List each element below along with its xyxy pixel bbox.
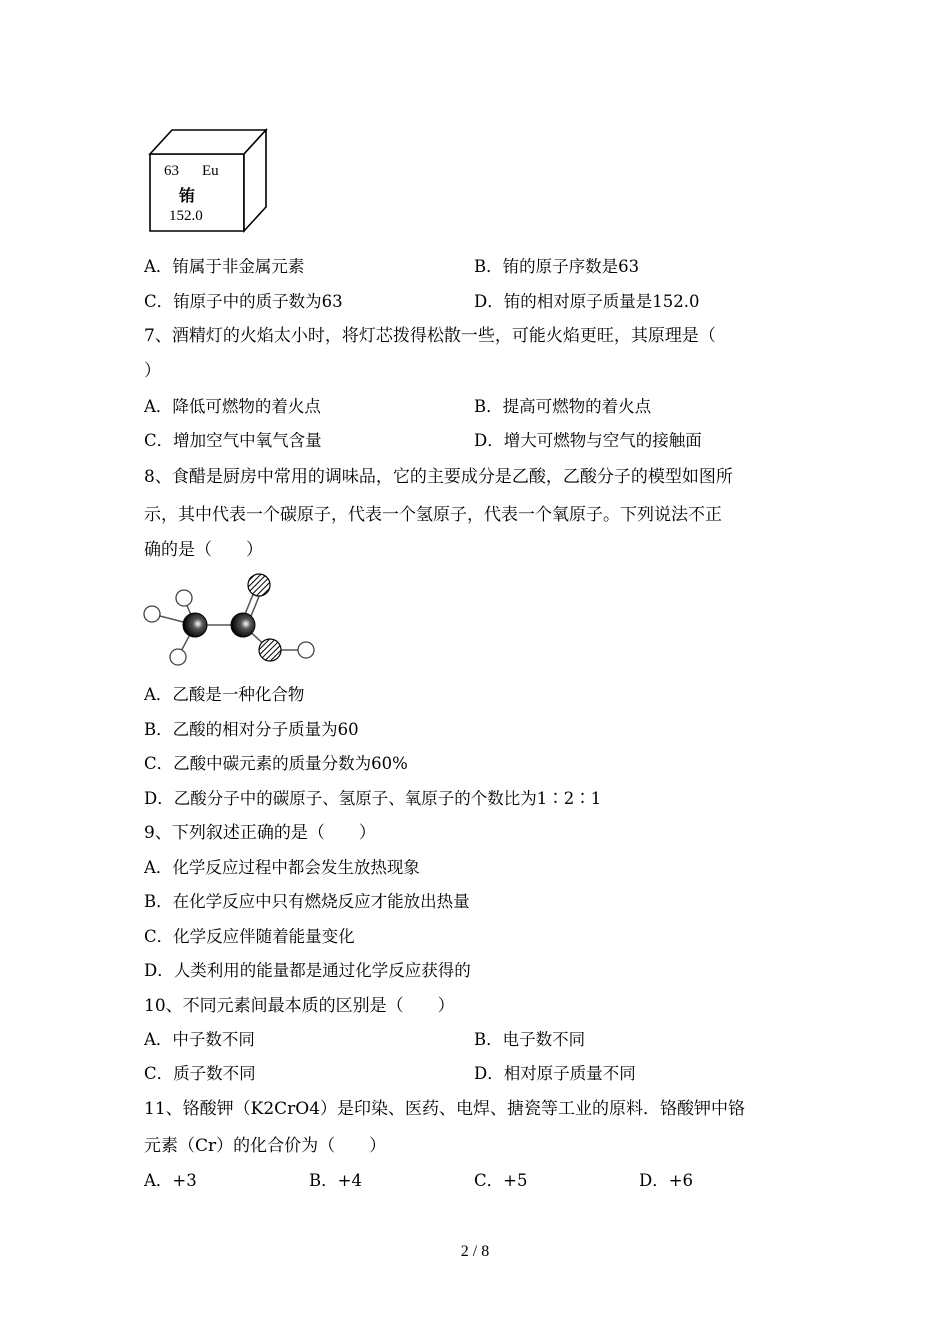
q8-option-d: D．乙酸分子中的碳原子、氢原子、氧原子的个数比为1∶2∶1	[144, 789, 602, 808]
q7-stem-line1: 7、酒精灯的火焰太小时，将灯芯拨得松散一些，可能火焰更旺，其原理是（	[144, 326, 716, 346]
hydrogen-atom	[176, 590, 192, 606]
q7-option-d: D．增大可燃物与空气的接触面	[474, 431, 702, 450]
acetic-acid-molecule-model	[140, 570, 320, 670]
q8-option-b: B．乙酸的相对分子质量为60	[144, 720, 359, 739]
q6-option-d: D．铕的相对原子质量是152.0	[474, 292, 700, 311]
q11-stem-line2: 元素（Cr）的化合价为（ ）	[144, 1136, 387, 1156]
q9-option-a: A．化学反应过程中都会发生放热现象	[144, 858, 420, 877]
q6-option-c: C．铕原子中的质子数为63	[144, 292, 343, 311]
q10-option-c: C．质子数不同	[144, 1064, 256, 1083]
element-symbol: Eu	[202, 163, 219, 179]
q11-option-a: A．+3	[144, 1171, 197, 1190]
carbon-atom	[231, 613, 255, 637]
q9-stem: 9、下列叙述正确的是（ ）	[144, 823, 376, 843]
q11-option-b: B．+4	[309, 1171, 362, 1190]
hydrogen-atom	[170, 649, 186, 665]
page-number: 2 / 8	[460, 1243, 490, 1260]
oxygen-atom	[248, 574, 270, 596]
carbon-atom	[183, 613, 207, 637]
q9-option-b: B．在化学反应中只有燃烧反应才能放出热量	[144, 892, 470, 911]
q11-stem-line1: 11、铬酸钾（K2CrO4）是印染、医药、电焊、搪瓷等工业的原料．铬酸钾中铬	[144, 1099, 746, 1119]
atomic-number: 63	[164, 163, 179, 179]
q10-stem: 10、不同元素间最本质的区别是（ ）	[144, 996, 455, 1016]
q7-option-b: B．提高可燃物的着火点	[474, 397, 652, 416]
hydrogen-atom	[144, 606, 160, 622]
q8-stem-line3: 确的是（ ）	[144, 540, 263, 560]
q7-option-a: A．降低可燃物的着火点	[144, 397, 321, 416]
q10-option-d: D．相对原子质量不同	[474, 1064, 636, 1083]
q7-option-c: C．增加空气中氧气含量	[144, 431, 322, 450]
q8-stem-line2: 示，其中代表一个碳原子，代表一个氢原子，代表一个氧原子。下列说法不正	[144, 505, 722, 525]
oxygen-atom	[259, 639, 281, 661]
q8-option-a: A．乙酸是一种化合物	[144, 685, 305, 704]
element-name: 铕	[179, 186, 196, 205]
element-card-europium	[146, 128, 268, 234]
q8-option-c: C．乙酸中碳元素的质量分数为60%	[144, 754, 408, 773]
hydrogen-atom	[298, 642, 314, 658]
q11-option-d: D．+6	[639, 1171, 694, 1190]
q10-option-a: A．中子数不同	[144, 1030, 255, 1049]
q6-option-b: B．铕的原子序数是63	[474, 257, 640, 276]
atomic-mass: 152.0	[169, 208, 203, 224]
element-card-box	[146, 128, 268, 234]
q9-option-d: D．人类利用的能量都是通过化学反应获得的	[144, 961, 471, 980]
q6-option-a: A．铕属于非金属元素	[144, 257, 305, 276]
q10-option-b: B．电子数不同	[474, 1030, 586, 1049]
molecule-bonds	[152, 587, 306, 657]
q8-stem-line1: 8、食醋是厨房中常用的调味品，它的主要成分是乙酸，乙酸分子的模型如图所	[144, 467, 733, 487]
q11-option-c: C．+5	[474, 1171, 528, 1190]
q9-option-c: C．化学反应伴随着能量变化	[144, 927, 355, 946]
q7-stem-line2: ）	[144, 361, 161, 381]
